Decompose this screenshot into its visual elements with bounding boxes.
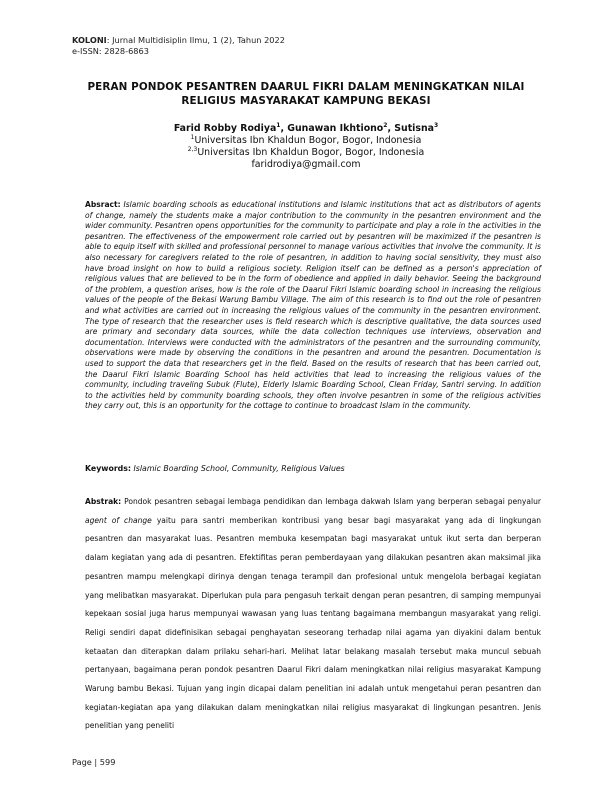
author-names — [72, 123, 540, 135]
abstract-indonesian-label: Abstrak: — [85, 497, 122, 506]
journal-name: KOLONI — [72, 35, 107, 45]
affiliation-1 — [72, 135, 540, 147]
paper-title-line-1: PERAN PONDOK PESANTREN DAARUL FIKRI DALAM MENINGKATKAN NILAI — [87, 81, 525, 93]
abstract-english — [85, 200, 541, 412]
author-email: faridrodiya@gmail.com — [251, 159, 361, 170]
affiliation-2-sup: 2,3 — [187, 145, 198, 153]
author-1: Farid Robby Rodiya — [173, 123, 277, 134]
journal-issn: e-ISSN: 2828-6863 — [72, 46, 149, 56]
author-block — [72, 123, 540, 171]
affiliation-2-text: Universitas Ibn Khaldun Bogor, Bogor, Indonesia — [197, 147, 425, 158]
author-3-sup: 3 — [433, 121, 439, 129]
page-number: Page | 599 — [72, 757, 116, 767]
journal-volume: : Jurnal Multidisiplin Ilmu, 1 (2), Tahun 2022 — [106, 35, 285, 45]
journal-header — [72, 35, 285, 57]
affiliation-2 — [72, 147, 540, 159]
keywords-label: Keywords: — [85, 464, 132, 473]
affiliation-1-text: Universitas Ibn Khaldun Bogor, Bogor, Indonesia — [194, 135, 422, 146]
keywords-value: Islamic Boarding School, Community, Religious Values — [131, 464, 345, 473]
journal-citation — [72, 35, 285, 46]
affiliation-1-sup: 1 — [190, 133, 195, 141]
abstract-indonesian-italic: agent of change — [85, 515, 152, 525]
author-2-sup: 2 — [383, 121, 388, 129]
abstract-english-text: Islamic boarding schools as educational institutions and Islamic institutions that act as distributors of agents of change, namely the students make a major contribution to the community in the pesantren environment and the wider community. Pesantren opens opportunities for the community to participate and play a role in the activities in the pesantren. The effectiveness of the empowerment role carried out by pesantren will be maximized if the pesantren is able to equip itself with skilled and professional personnel to manage various activities that involve the community. It is also necessary for caregivers related to the role of pesantren, in addition to having social sensitivity, they must also have broad insight on how to build a religious society. Religion itself can be defined as a person's appreciation of religious values that are believed to be in the form of obedience and applied in daily behavior. Seeing the background of the problem, a question arises, how is the role of the Daarul Fikri Islamic boarding school in increasing the religious values of the people of the Bekasi Warung Bambu Village. The aim of this research is to find out the role of pesantren and what activities are carried out in increasing the religious values of the community in the pesantren environment. The type of research that the researcher uses is field research which is descriptive qualitative, the data sources used are primary and secondary data sources, while the data collection techniques use interviews, observation and documentation. Interviews were conducted with the administrators of the pesantren and the surrounding community, observations were made by observing the conditions in the pesantren and around the pesantren. Documentation is used to support the data that researchers get in the field. Based on the results of research that has been carried out, the Daarul Fikri Islamic Boarding School has held activities that lead to increasing the religious values of the community, including traveling Subuk (Flute), Elderly Islamic Boarding School, Clean Friday, Santri serving. In addition to the activities held by community boarding schools, they often involve pesantren in some of the religious activities they carry out, this is an opportunity for the cottage to continue to broadcast Islam in the community. — [85, 200, 541, 411]
keywords — [85, 463, 541, 474]
paper-title — [72, 80, 540, 108]
author-1-sup: 1 — [276, 121, 281, 129]
author-3: , Sutisna — [387, 123, 434, 134]
author-2: , Gunawan Ikhtiono — [280, 123, 384, 134]
abstract-indonesian-text-2: yaitu para santri memberikan kontribusi yang besar bagi masyarakat yang ada di lingkungan pesantren dan masyarakat luas. Pesantren membuka kesempatan bagi masyarakat untuk ikut serta dan berperan dalam kegiatan yang ada di pesantren. Efektifitas peran pemberdayaan yang dilakukan pesantren akan maksimal jika pesantren mampu melengkapi dirinya dengan tenaga terampil dan profesional untuk mengelola berbagai kegiatan yang melibatkan masyarakat. Diperlukan pula para pengasuh terkait dengan peran pesantren, di samping mempunyai kepekaan sosial juga harus mempunyai wawasan yang luas tentang bagaimana membangun masyarakat yang religi. Religi sendiri dapat didefinisikan sebagai penghayatan seseorang terhadap nilai agama yan diyakini dalam bentuk ketaatan dan diterapkan dalam prilaku sehari-hari. Melihat latar belakang masalah tersebut maka muncul sebuah pertanyaan, bagaimana peran pondok pesantren Daarul Fikri dalam meningkatkan nilai religius masyarakat Kampung Warung bambu Bekasi. Tujuan yang ingin dicapai dalam penelitian ini adalah untuk mengetahui peran pesantren dan kegiatan-kegiatan apa yang dilakukan dalam meningkatkan nilai religius masyarakat di lingkungan pesantren. Jenis penelitian yang peneliti — [85, 515, 541, 731]
abstract-indonesian — [85, 493, 541, 736]
paper-title-line-2: RELIGIUS MASYARAKAT KAMPUNG BEKASI — [181, 95, 431, 107]
abstract-indonesian-text-1: Pondok pesantren sebagai lembaga pendidikan dan lembaga dakwah Islam yang berperan sebagai penyalur — [121, 497, 541, 506]
abstract-english-label: Absract: — [85, 200, 121, 209]
